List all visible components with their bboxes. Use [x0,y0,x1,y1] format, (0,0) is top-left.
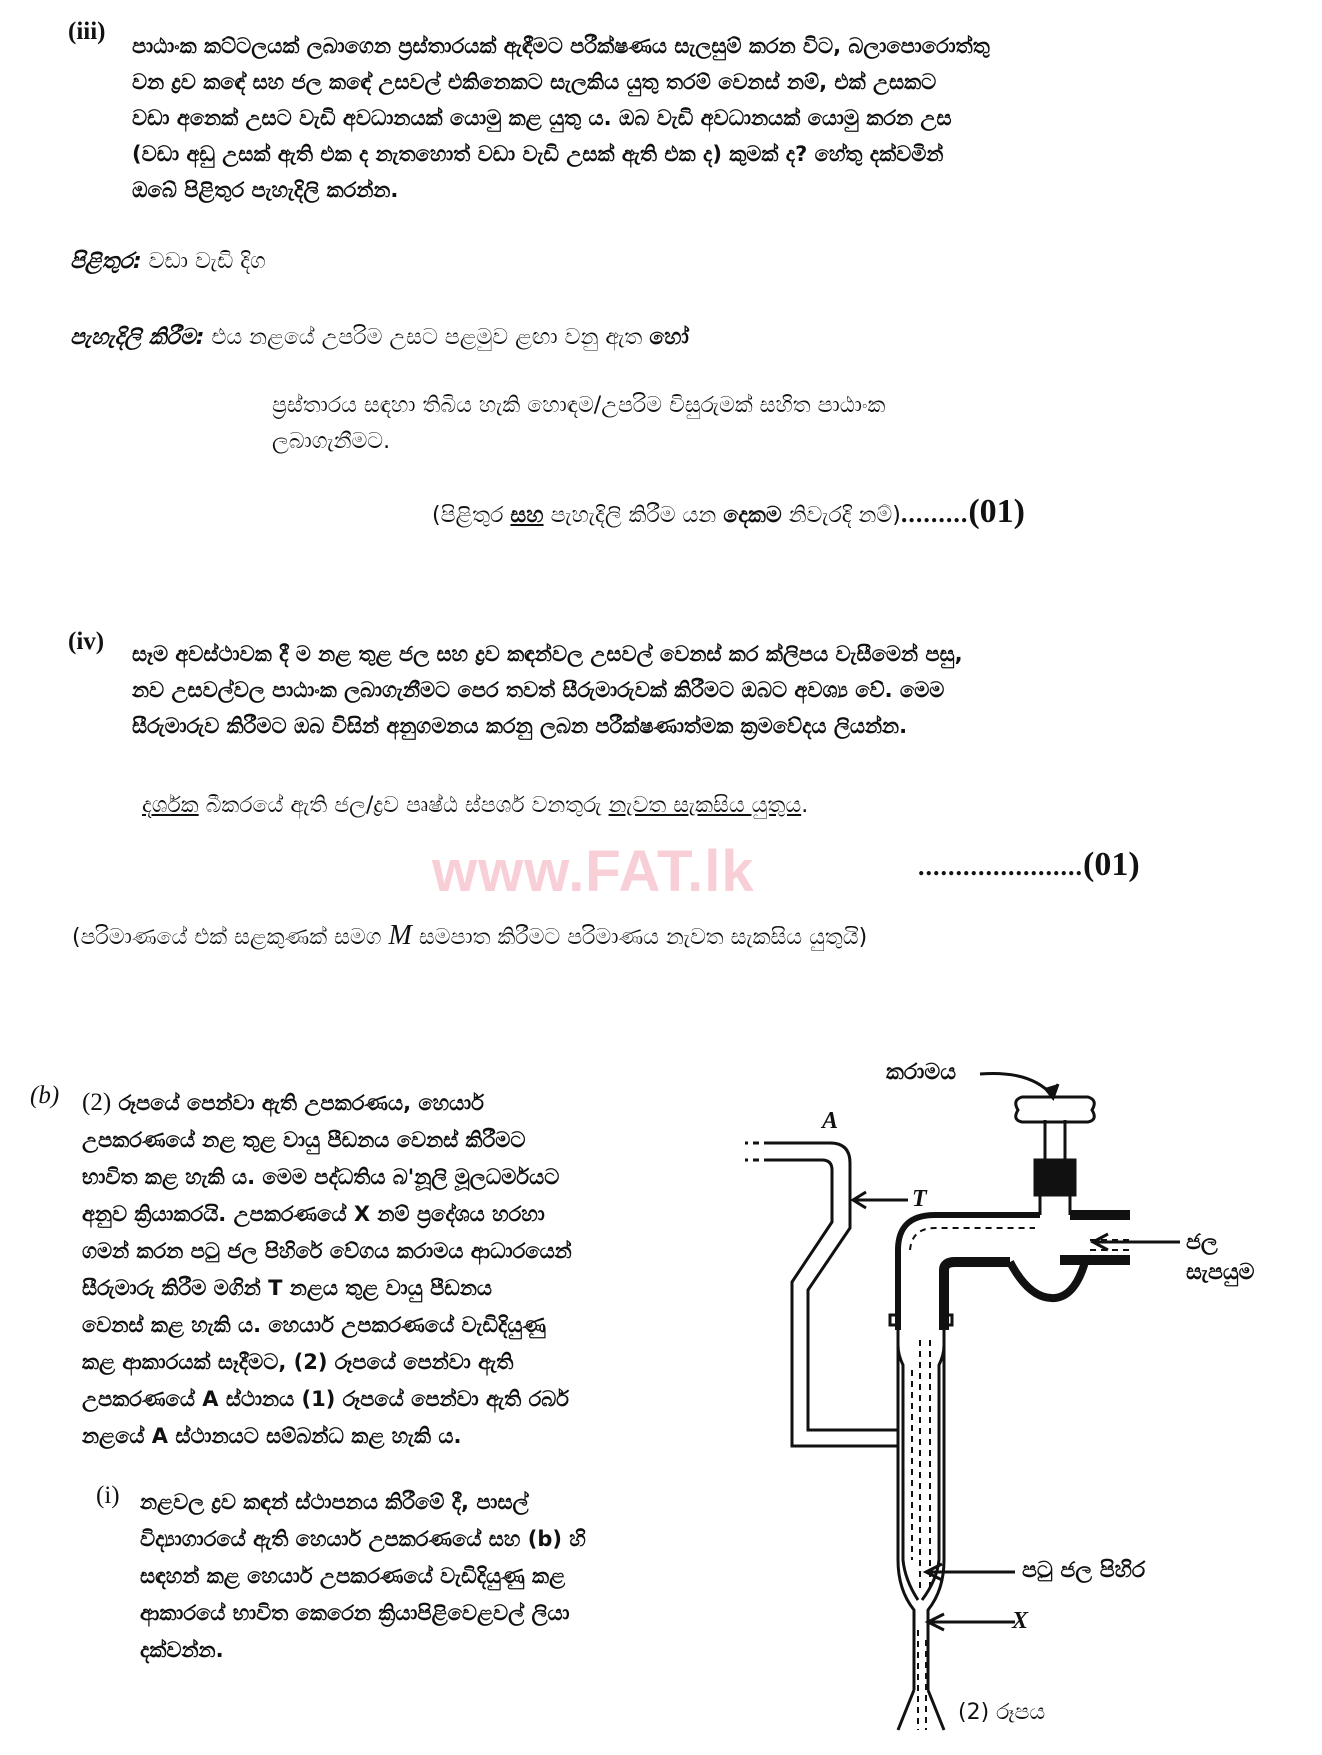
dot-leader: ......... [900,499,969,528]
outer-tube-left [898,1330,914,1690]
alt-text: (පරිමාණයේ එක් සළකුණක් සමග [72,925,382,950]
label-t: T [912,1186,927,1212]
answer-text: බීකරයේ ඇති ජල/ද්‍රව පෘෂ්ඨ ස්පර්ශ වනතුරු [205,793,602,818]
explanation-continuation [272,388,1212,460]
question-line: උපකරණයේ නළ තුළ වායු පීඩනය වෙනස් කිරීමට [82,1128,526,1152]
t-tube-outer-wall [770,1143,898,1430]
alternative-answer [72,918,867,956]
explanation-row [70,320,689,356]
marks: (01) [968,493,1025,530]
criteria-text: පැහැදිලි කිරීම යන [550,503,717,528]
criteria-and: සහ [510,503,544,528]
question-line: පාඨාංක කට්ටලයක් ලබාගෙන ප්‍රස්තාරයක් ඇඳීමට පරීක්ෂණය සැලසුම් කරන විට, බලාපොරොත්තු [132,34,990,58]
marks: (01) [1083,846,1140,883]
question-line: සීරුමාරු කිරීම මගින් T නළය තුළ වායු පීඩනය [82,1276,493,1300]
question-line: අනුව ක්‍රියාකරයි. උපකරණයේ X නම් ප්‍රදේශය හරහා [82,1202,545,1226]
answer-keyword: දර්ශක [142,793,199,818]
label-tap: කරාමය [886,1060,957,1085]
question-line: නළයේ A ස්ථානයට සම්බන්ධ කළ හැකි ය. [82,1424,462,1448]
question-line: නළවල ද්‍රව කඳන් ස්ථාපනය කිරීමේ දී, පාසල් [140,1490,529,1514]
or-keyword: හෝ [649,325,689,350]
answer-label: පිළිතුර: [70,249,142,274]
dot-leader: ...................... [918,852,1083,881]
explanation-text: එය නළයේ උපරිම උසට පළමුව ළඟා වනු ඇත [211,325,643,350]
question-number: (iv) [68,628,105,655]
label-x: X [1012,1608,1029,1634]
question-text [132,636,1212,744]
explanation-line: ලබාගැනීමට. [272,429,391,454]
question-line: වෙනස් කළ හැකි ය. හෙයාර් උපකරණයේ වැඩිදියුණු [82,1313,547,1337]
question-number: (b) [30,1082,60,1109]
criteria-text: නිවැරදි නම්) [788,503,901,528]
question-text [82,1084,732,1455]
alt-text: සමපාත කිරීමට පරිමාණය නැවත සැකසිය යුතුයි) [418,925,868,950]
question-line: ආකාරයේ භාවිත කෙරෙන ක්‍රියාපිළිවෙළවල් ලියා [140,1601,570,1625]
label-a: A [822,1108,839,1134]
criteria-both: දෙකම [723,503,782,528]
label-water-supply-line: සැපයුම [1186,1260,1255,1285]
question-line: උපකරණයේ A ස්ථානය (1) රූපයේ පෙන්වා ඇති රබර් [82,1387,569,1411]
answer-text: වඩා වැඩි දිග [148,249,266,274]
label-water-supply-line: ජල [1186,1230,1218,1255]
explanation-label: පැහැදිලි කිරීම: [70,325,205,350]
criteria-text: (පිළිතුර [432,503,504,528]
label-narrow-jet: පටු ජල පිහිර [1022,1558,1146,1583]
figure-ref: (2) [82,1089,112,1116]
question-line: රූපයේ පෙන්වා ඇති උපකරණය, හෙයාර් [118,1091,484,1115]
question-line: ඔබේ පිළිතුර පැහැදිලි කරන්න. [132,178,399,202]
question-line: නව උසවල්වල පාඨාංක ලබාගැනීමට පෙර තවත් සීරුමාරුවක් කිරීමට ඔබට අවශ්‍ය වේ. මෙම [132,678,945,702]
question-line: සෑම අවස්ථාවක දී ම නළ තුළ ජල සහ ද්‍රව කඳන්වල උසවල් වෙනස් කර ක්ලිපය වැසීමෙන් පසු, [132,642,963,666]
answer-row [70,244,266,280]
marking-criteria [432,494,1025,534]
answer-row [142,788,808,824]
question-line: සීරුමාරුව කිරීමට ඔබ විසින් අනුගමනය කරනු ලබන පරීක්ෂණාත්මක ක්‍රමවේදය ලියන්න. [132,714,908,738]
t-tube-inner-wall [770,1160,898,1446]
answer-keyword: නැවත සැකසිය යුතුය [608,793,802,818]
figure-caption: (2) රූපය [958,1700,1046,1725]
question-number: (iii) [68,18,106,45]
question-line: විද්‍යාගාරයේ ඇති හෙයාර් උපකරණයේ සහ (b) හි [140,1527,586,1551]
subquestion-text [140,1484,740,1669]
period: . [801,793,809,818]
question-line: ගමන් කරන පටු ජල පිහිරේ වේගය කරාමය ආධාරයෙන් [82,1239,572,1263]
question-text [132,28,1192,208]
label-water-supply [1186,1228,1255,1288]
marks-row [918,846,1140,884]
question-line: (වඩා අඩු උසක් ඇති එක ද නැතහොත් වඩා වැඩි උසක් ඇති එක ද) කුමක් ද? හේතු දක්වමින් [132,142,944,166]
question-line: වඩා අනෙක් උසට වැඩි අවධානයක් යොමු කළ යුතු ය. ඔබ වැඩි අවධානයක් යොමු කරන උස [132,106,952,130]
question-line: දක්වන්න. [140,1638,224,1662]
question-line: සඳහන් කළ හෙයාර් උපකරණයේ වැඩිදියුණු කළ [140,1564,566,1588]
question-line: භාවිත කළ හැකි ය. මෙම පද්ධතිය බ'නූලි මූලධර්මයට [82,1165,560,1189]
question-line: කළ ආකාරයක් සෑදීමට, (2) රූපයේ පෙන්වා ඇති [82,1350,514,1374]
variable-m: M [388,920,412,951]
question-line: වන ද්‍රව කඳේ සහ ජල කඳේ උසවල් එකිනෙකට සැලකිය යුතු තරම් වෙනස් නම්, එක් උසකට [132,70,937,94]
explanation-line: ප්‍රස්තාරය සඳහා තිබිය හැකි හොඳම/උපරිම විසුරුමක් සහිත පාඨාංක [272,393,886,418]
watermark: www.FAT.lk [432,839,755,904]
subquestion-number: (i) [96,1482,120,1509]
